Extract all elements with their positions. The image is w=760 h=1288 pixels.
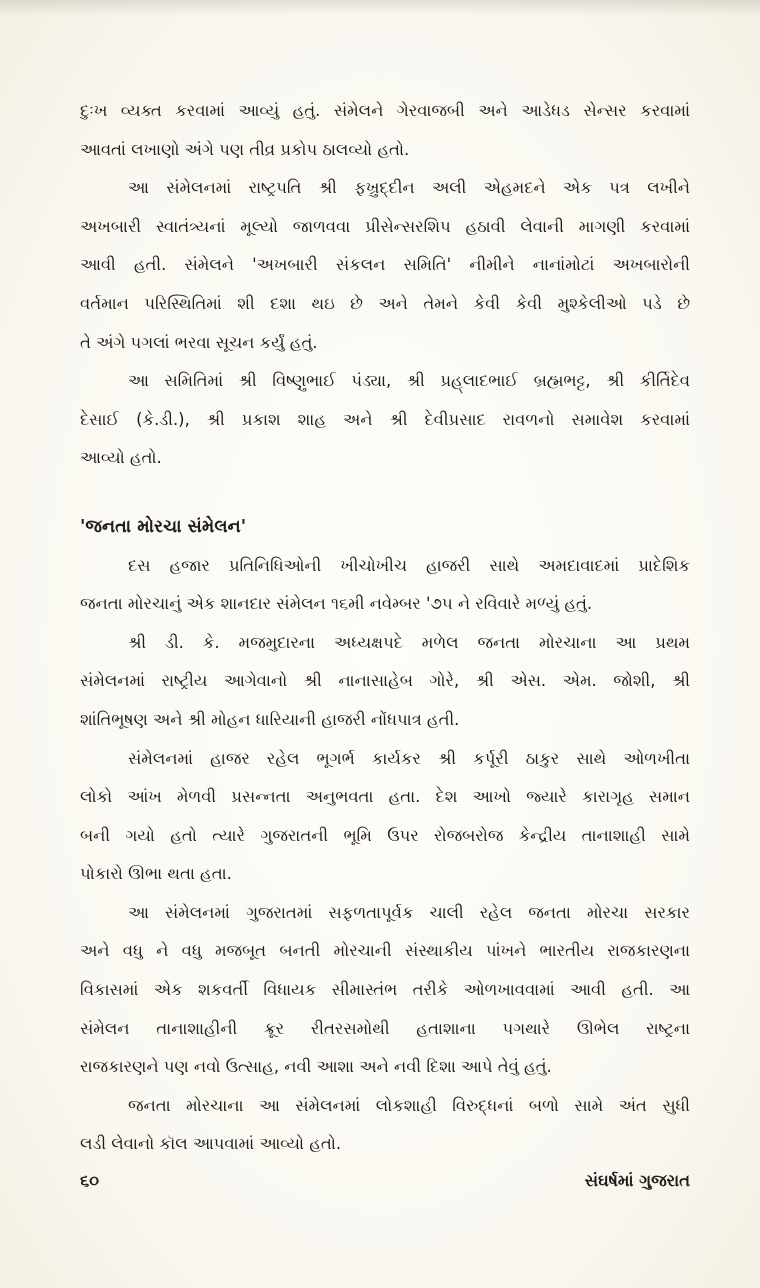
text-line: શ્રી ડી. કે. મજમુદારના અધ્યક્ષપદે મળેલ જનતા મોરચાના આ પ્રથમ xyxy=(128,632,690,652)
text-line: વર્તમાન પરિસ્થિતિમાં શી દશા થઇ છે અને તેમને કેવી કેવી મુશ્કેલીઓ પડે છે xyxy=(80,293,690,313)
paragraph xyxy=(80,740,690,894)
scan-shadow xyxy=(0,0,760,16)
paragraph xyxy=(80,624,690,740)
running-title: સંઘર્ષમાં ગુજરાત xyxy=(584,1171,690,1190)
text-line: અખબારી સ્વાતંત્ર્યનાં મૂલ્યો જાળવવા પ્રીસેન્સરશિપ હઠાવી લેવાની માગણી કરવામાં xyxy=(80,216,690,236)
text-line: આવી હતી. સંમેલને 'અખબારી સંકલન સમિતિ' નીમીને નાનાંમોટાં અખબારોની xyxy=(80,255,690,275)
text-line: સંમેલન તાનાશાહીની ક્રૂર રીતરસમોથી હતાશાના પગથારે ઊભેલ રાષ્ટ્રના xyxy=(80,1018,690,1038)
text-line: વિકાસમાં એક શકવર્તી વિધાયક સીમાસ્તંભ તરીકે ઓળખાવવામાં આવી હતી. આ xyxy=(80,980,690,1000)
text-line: સંમેલનમાં હાજર રહેલ ભૂગર્ભ કાર્યકર શ્રી કર્પૂરી ઠાકુર સાથે ઓળખીતા xyxy=(128,748,690,768)
paragraph xyxy=(80,894,690,1087)
page-body xyxy=(80,92,690,1164)
text-line: અને વધુ ને વધુ મજબૂત બનતી મોરચાની સંસ્થાકીય પાંખને ભારતીય રાજકારણના xyxy=(80,941,690,961)
text-line: પોકારો ઊભા થતા હતા. xyxy=(80,864,232,884)
paragraph xyxy=(80,1087,690,1164)
text-line: સંમેલનમાં રાષ્ટ્રીય આગેવાનો શ્રી નાનાસાહેબ ગોરે, શ્રી એસ. એમ. જોશી, શ્રી xyxy=(80,671,690,691)
text-line: આ સમિતિમાં શ્રી વિષ્ણુભાઈ પંડ્યા, શ્રી પ્રહ્‌લાદભાઈ બ્રહ્મભટ્ટ, શ્રી કીર્તિદેવ xyxy=(128,371,690,391)
text-line: દસ હજાર પ્રતિનિધિઓની ખીચોખીચ હાજરી સાથે અમદાવાદમાં પ્રાદેશિક xyxy=(128,555,690,575)
page-number: ૬૦ xyxy=(80,1171,100,1190)
text-line: શાંતિભૂષણ અને શ્રી મોહન ધારિયાની હાજરી નોંધપાત્ર હતી. xyxy=(80,709,460,729)
text-line: આવ્યો હતો. xyxy=(80,448,162,468)
text-line: લડી લેવાનો કૉલ આપવામાં આવ્યો હતો. xyxy=(80,1134,342,1154)
text-line: દુઃખ વ્યક્ત કરવામાં આવ્યું હતું. સંમેલને ગેરવાજબી અને આડેધડ સેન્સર કરવામાં xyxy=(80,101,690,120)
page-footer xyxy=(80,1166,690,1196)
paragraph xyxy=(80,362,690,478)
section-heading: 'જનતા મોરચા સંમેલન' xyxy=(80,516,247,537)
text-line: લોકો આંખ મેળવી પ્રસન્નતા અનુભવતા હતા. દેશ આખો જ્યારે કારાગૃહ સમાન xyxy=(80,787,690,807)
text-line: દેસાઈ (કે.ડી.), શ્રી પ્રકાશ શાહ અને શ્રી દેવીપ્રસાદ રાવળનો સમાવેશ કરવામાં xyxy=(80,409,690,429)
text-line: આવતાં લખાણો અંગે પણ તીવ્ર પ્રકોપ ઠાલવ્યો હતો. xyxy=(80,139,410,159)
section-gap xyxy=(80,478,690,508)
paragraph xyxy=(80,547,690,624)
text-line: જનતા મોરચાનું એક શાનદાર સંમેલન ૧૬મી નવેમ્બર '૭૫ ને રવિવારે મળ્યું હતું. xyxy=(80,594,593,614)
text-line: આ સંમેલનમાં રાષ્ટ્રપતિ શ્રી ફખ્રુદ્દીન અલી એહમદને એક પત્ર લખીને xyxy=(128,178,690,198)
text-line: આ સંમેલનમાં ગુજરાતમાં સફળતાપૂર્વક ચાલી રહેલ જનતા મોરચા સરકાર xyxy=(128,902,690,922)
paragraph xyxy=(80,92,690,169)
text-line: જનતા મોરચાના આ સંમેલનમાં લોકશાહી વિરુદ્ધનાં બળો સામે અંત સુધી xyxy=(128,1095,690,1115)
text-line: તે અંગે પગલાં ભરવા સૂચન કર્યું હતું. xyxy=(80,332,318,352)
text-line: બની ગયો હતો ત્યારે ગુજરાતની ભૂમિ ઉપર રોજબરોજ કેન્દ્રીય તાનાશાહી સામે xyxy=(80,825,690,845)
text-line: રાજકારણને પણ નવો ઉત્સાહ, નવી આશા અને નવી દિશા આપે તેવું હતું. xyxy=(80,1057,552,1077)
paragraph xyxy=(80,169,690,362)
